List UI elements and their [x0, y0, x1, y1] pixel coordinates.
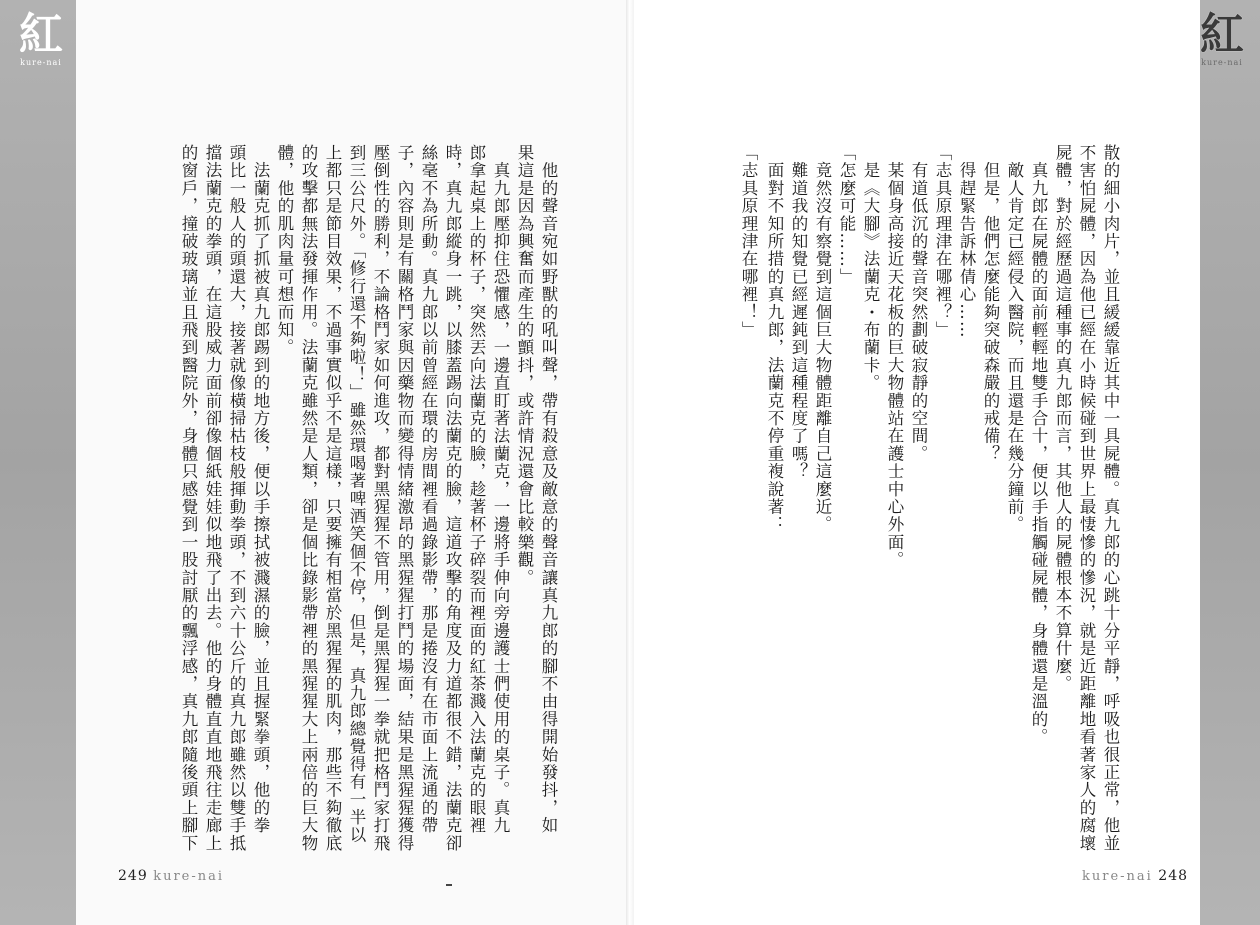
book-gutter	[626, 0, 634, 925]
logo-roman: kure-nai	[20, 58, 62, 67]
series-logo-right	[1190, 9, 1254, 68]
text-column: 但是，他們怎麼能夠突破森嚴的戒備？	[981, 144, 1000, 463]
text-column: 是《大腳》法蘭克・布蘭卡。	[861, 144, 880, 392]
logo-roman: kure-nai	[1201, 58, 1243, 67]
text-column: 屍體，對於經歷過這種事的真九郎而言，其他人的屍體根本不算什麼。	[1053, 144, 1072, 693]
text-column: 郎拿起桌上的杯子，突然丟向法蘭克的臉，趁著杯子碎裂而裡面的紅茶濺入法蘭克的眼裡	[467, 144, 486, 835]
text-column: 散的細小肉片，並且緩緩靠近其中一具屍體。真九郎的心跳十分平靜，呼吸也很正常，他並	[1101, 144, 1120, 852]
text-column: 上都只是節目效果，不過事實似乎不是這樣，只要擁有相當於黑猩猩的肌肉，那些不夠徹底	[323, 144, 342, 852]
text-column: 的攻擊都無法發揮作用。法蘭克雖然是人類，卻是個比錄影帶裡的黑猩猩大上兩倍的巨大物	[299, 144, 318, 852]
text-column: 到三公尺外。「修行還不夠啦！」雖然環喝著啤酒笑個不停，但是，真九郎總覺得有一半以	[347, 144, 366, 844]
text-column: 有道低沉的聲音突然劃破寂靜的空間。	[909, 144, 928, 463]
page-number-right	[1082, 868, 1188, 884]
page-number: 249	[118, 868, 148, 884]
text-column: 時，真九郎縱身一跳，以膝蓋踢向法蘭克的臉，這道攻擊的角度及力道都很不錯，法蘭克卻	[443, 144, 462, 852]
running-title: kure-nai	[153, 869, 225, 884]
text-column: 他的聲音宛如野獸的吼叫聲，帶有殺意及敵意的聲音讓真九郎的腳不由得開始發抖，如	[539, 144, 558, 835]
left-side-band	[0, 0, 76, 925]
series-logo-left	[10, 9, 72, 68]
text-column: 擋法蘭克的拳頭，在這股威力面前卻像個紙娃娃似地飛了出去。他的身體直直地飛往走廊上	[203, 144, 222, 852]
text-column: 難道我的知覺已經遲鈍到這種程度了嗎？	[789, 144, 808, 481]
text-column: 的窗戶，撞破玻璃並且飛到醫院外，身體只感覺到一股討厭的飄浮感，真九郎隨後頭上腳下	[179, 144, 198, 852]
print-mark	[446, 884, 452, 886]
text-column: 絲毫不為所動。真九郎以前曾經在環的房間裡看過錄影帶，那是捲沒有在市面上流通的帶	[419, 144, 438, 835]
page-number: 248	[1158, 868, 1189, 884]
running-title: kure-nai	[1082, 869, 1153, 884]
text-column: 體，他的肌肉量可想而知。	[275, 144, 294, 357]
logo-kanji: 紅	[1200, 9, 1244, 60]
text-column: 不害怕屍體，因為他已經在小時候碰到世界上最悽慘的慘況，就是近距離地看著家人的腐壞	[1077, 144, 1096, 852]
text-column: 「怎麼可能……」	[837, 144, 856, 286]
right-page	[630, 0, 1260, 925]
text-column: 子，內容則是有關格鬥家與因藥物而變得情緒激昂的黑猩猩打鬥的場面，結果是黑猩猩獲得	[395, 144, 414, 852]
text-column: 「志具原理津在哪裡！」	[739, 144, 758, 339]
right-side-band	[1200, 0, 1260, 925]
page-number-left	[118, 868, 224, 884]
logo-kanji: 紅	[19, 9, 63, 60]
text-column: 「志具原理津在哪裡？」	[933, 144, 952, 339]
text-column: 敵人肯定已經侵入醫院，而且還是在幾分鐘前。	[1005, 144, 1024, 534]
text-column: 某個身高接近天花板的巨大物體站在護士中心外面。	[885, 144, 904, 569]
text-column: 真九郎壓抑住恐懼感，一邊直盯著法蘭克，一邊將手伸向旁邊護士們使用的桌子。真九	[491, 144, 510, 835]
text-column: 頭比一般人的頭還大，接著就像橫掃枯枝般揮動拳頭，不到六十公斤的真九郎雖然以雙手抵	[227, 144, 246, 852]
text-column: 真九郎在屍體的面前輕輕地雙手合十，便以手指觸碰屍體，身體還是溫的。	[1029, 144, 1048, 746]
text-column: 竟然沒有察覺到這個巨大物體距離自己這麼近。	[813, 144, 832, 534]
text-column: 面對不知所措的真九郎，法蘭克不停重複說著：	[765, 144, 784, 534]
text-column: 壓倒性的勝利，不論格鬥家如何進攻，都對黑猩猩不管用，倒是黑猩猩一拳就把格鬥家打飛	[371, 144, 390, 852]
text-column: 果這是因為興奮而產生的顫抖，或許情況還會比較樂觀。	[515, 144, 534, 587]
text-column: 得趕緊告訴林倩心……	[957, 144, 976, 339]
text-column: 法蘭克抓了抓被真九郎踢到的地方後，便以手擦拭被濺濕的臉，並且握緊拳頭，他的拳	[251, 144, 270, 835]
